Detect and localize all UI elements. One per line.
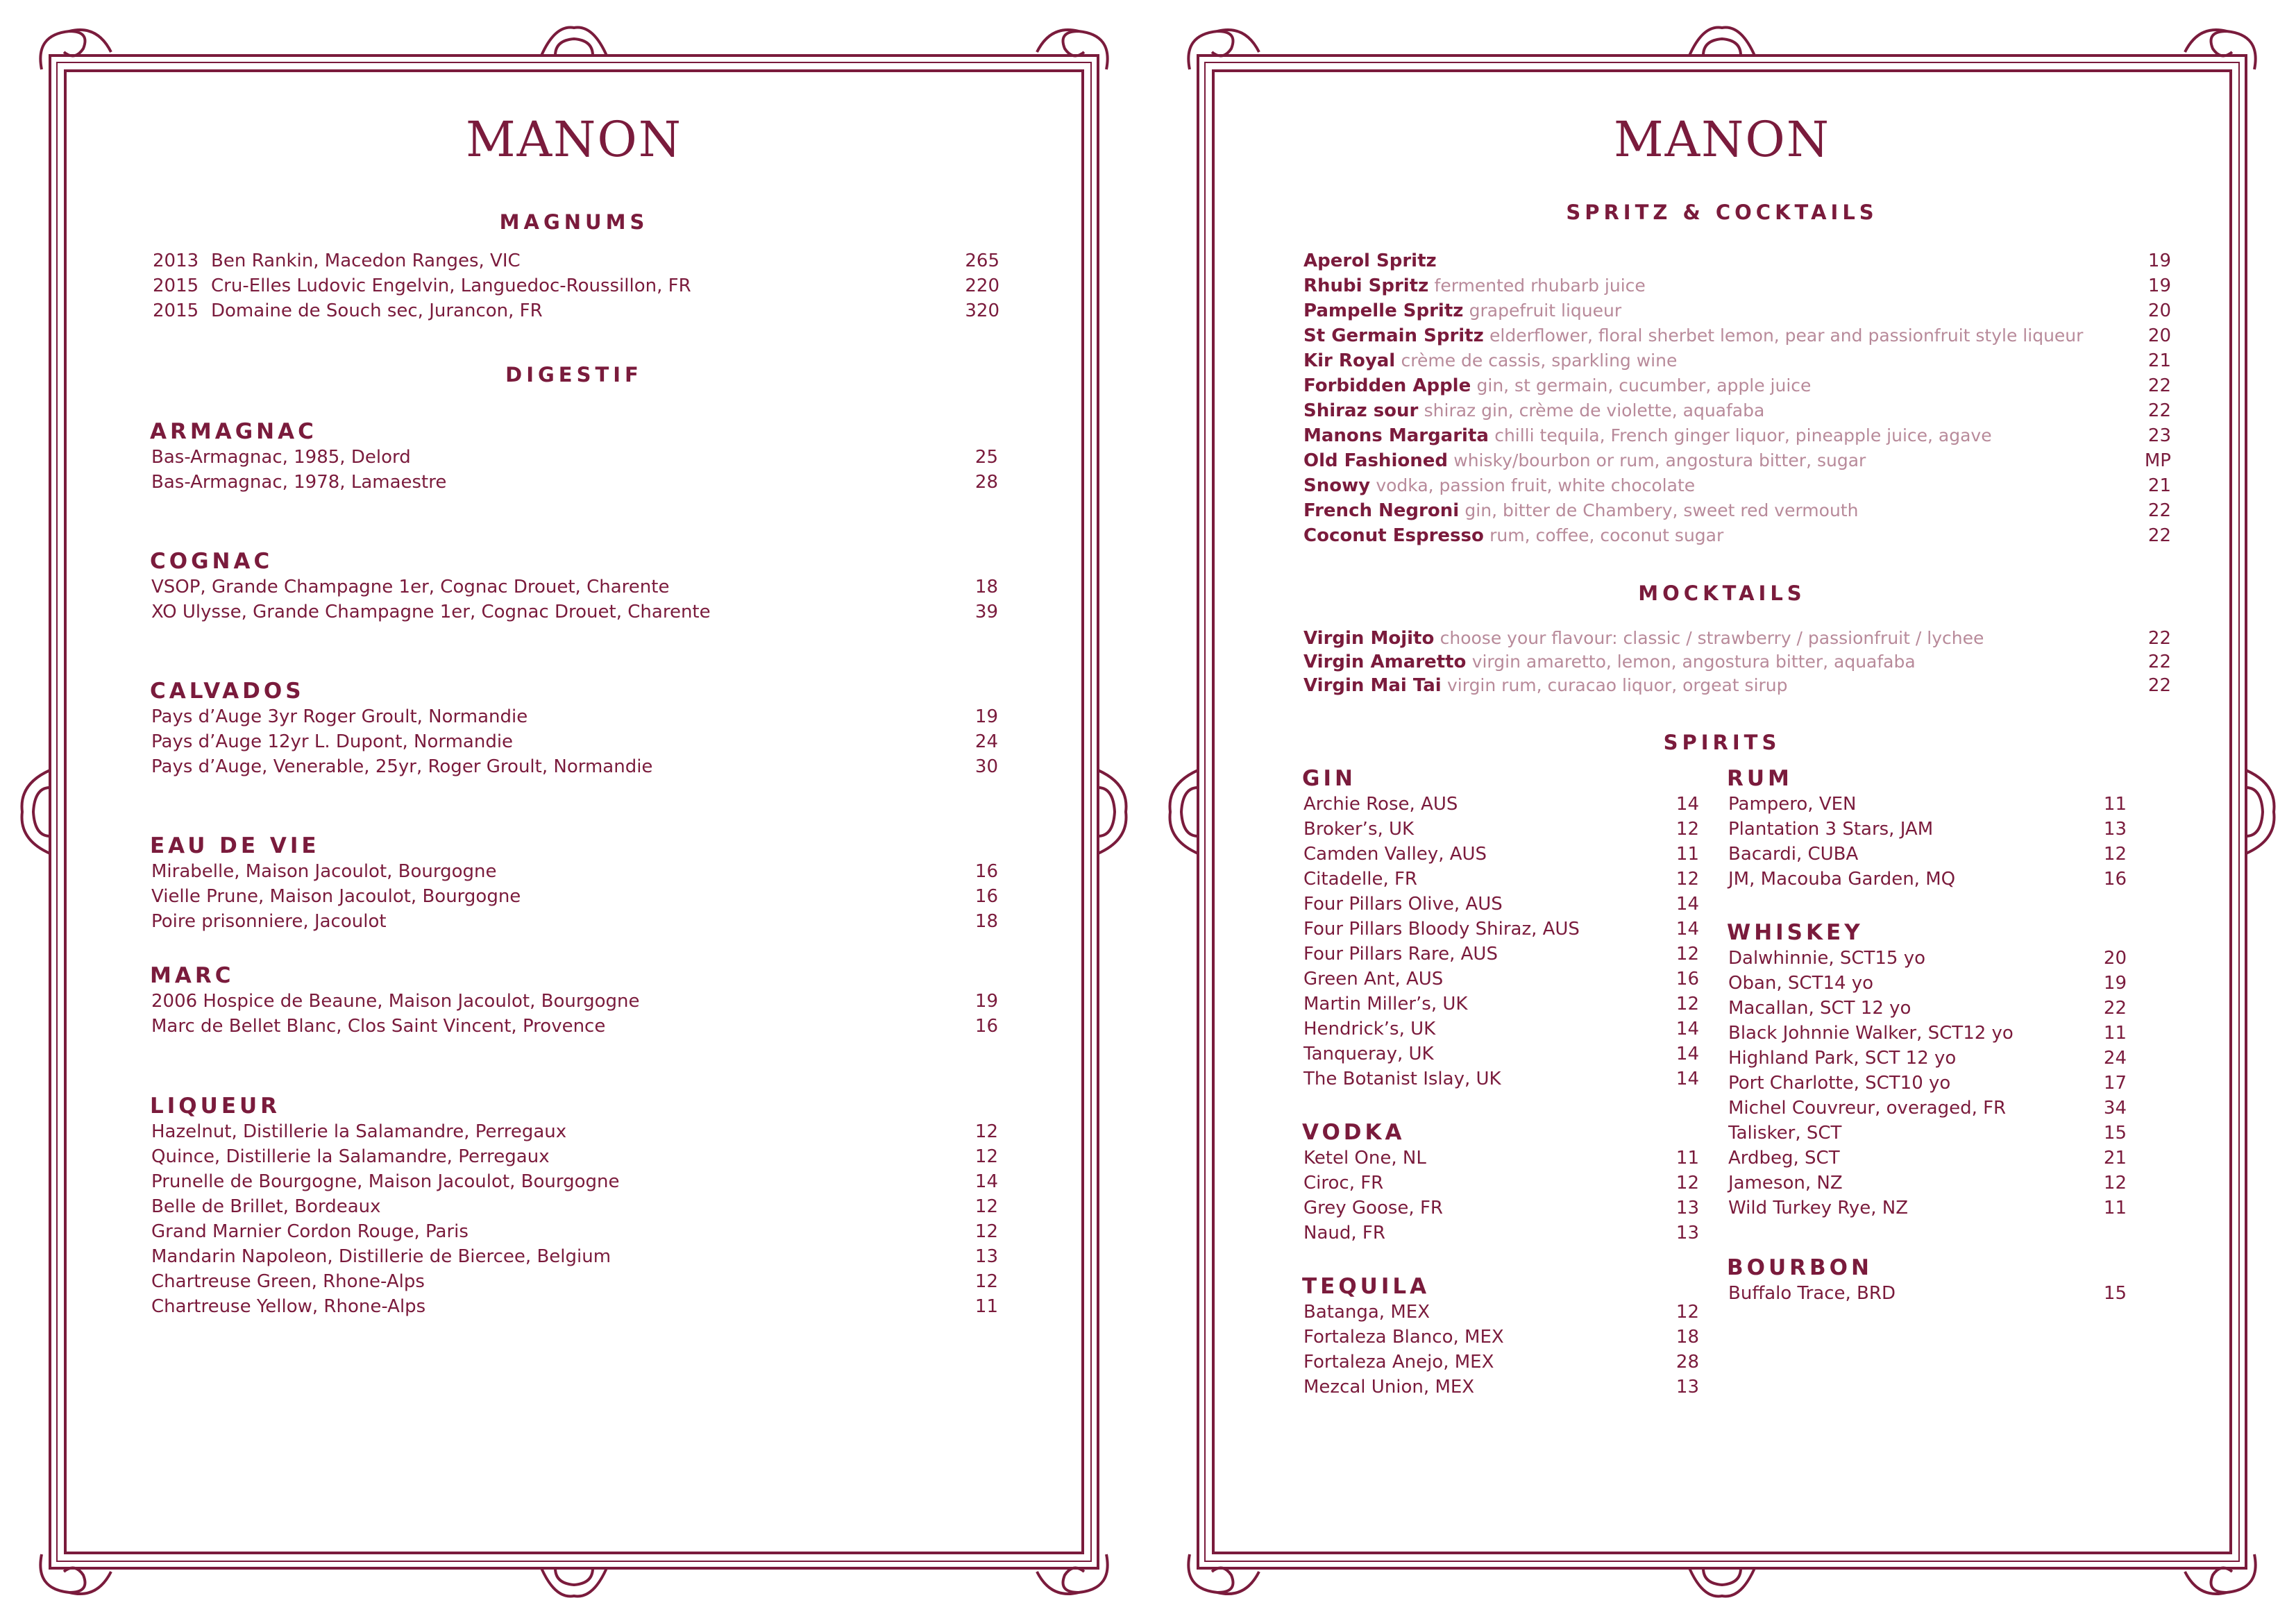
- list-item: 2006 Hospice de Beaune, Maison Jacoulot, Bourgogne 19: [151, 991, 998, 1012]
- list-item: VSOP, Grande Champagne 1er, Cognac Drouet, Charente 18: [151, 577, 998, 597]
- category-title-marc: MARC: [150, 963, 235, 988]
- list-item: Fortaleza Blanco, MEX 18: [1303, 1327, 1699, 1348]
- list-item: Four Pillars Olive, AUS 14: [1303, 894, 1699, 915]
- list-item: Buffalo Trace, BRD 15: [1728, 1283, 2127, 1304]
- list-item: Highland Park, SCT 12 yo 24: [1728, 1048, 2127, 1069]
- category-title-whiskey: WHISKEY: [1727, 920, 1864, 945]
- list-item: Wild Turkey Rye, NZ 11: [1728, 1198, 2127, 1218]
- category-title-armagnac: ARMAGNAC: [150, 419, 317, 444]
- list-item: Ardbeg, SCT 21: [1728, 1148, 2127, 1169]
- category-title-vodka: VODKA: [1302, 1120, 1406, 1145]
- list-item: Marc de Bellet Blanc, Clos Saint Vincent, Provence 16: [151, 1016, 998, 1037]
- list-item: French Negroni gin, bitter de Chambery, sweet red vermouth 22: [1303, 500, 2171, 521]
- list-item: Archie Rose, AUS 14: [1303, 794, 1699, 815]
- list-item: Hazelnut, Distillerie la Salamandre, Perregaux 12: [151, 1121, 998, 1142]
- list-item: Poire prisonniere, Jacoulot 18: [151, 911, 998, 932]
- list-item: Manons Margarita chilli tequila, French ginger liquor, pineapple juice, agave 23: [1303, 425, 2171, 446]
- list-item: Green Ant, AUS 16: [1303, 969, 1699, 989]
- list-item: Macallan, SCT 12 yo 22: [1728, 998, 2127, 1019]
- category-title-tequila: TEQUILA: [1302, 1274, 1430, 1299]
- list-item: Virgin Amaretto virgin amaretto, lemon, angostura bitter, aquafaba 22: [1303, 652, 2171, 672]
- list-item: Port Charlotte, SCT10 yo 17: [1728, 1073, 2127, 1094]
- list-item: Aperol Spritz 19: [1303, 250, 2171, 271]
- list-item: XO Ulysse, Grande Champagne 1er, Cognac Drouet, Charente 39: [151, 602, 998, 622]
- brand-logo-right: MANON: [1613, 111, 1831, 168]
- list-item: Batanga, MEX 12: [1303, 1302, 1699, 1323]
- list-item: Old Fashioned whisky/bourbon or rum, angostura bitter, sugar MP: [1303, 450, 2171, 471]
- list-item: Forbidden Apple gin, st germain, cucumber, apple juice 22: [1303, 375, 2171, 396]
- list-item: Pampero, VEN 11: [1728, 794, 2127, 815]
- list-item: 2015 Cru-Elles Ludovic Engelvin, Languedoc-Roussillon, FR 220: [153, 275, 999, 296]
- list-item: Broker’s, UK 12: [1303, 819, 1699, 840]
- list-item: Fortaleza Anejo, MEX 28: [1303, 1352, 1699, 1373]
- section-title-mocktails: MOCKTAILS: [1638, 581, 1806, 605]
- list-item: Hendrick’s, UK 14: [1303, 1019, 1699, 1039]
- list-item: Chartreuse Yellow, Rhone-Alps 11: [151, 1296, 998, 1317]
- list-item: Pays d’Auge 3yr Roger Groult, Normandie 19: [151, 706, 998, 727]
- list-item: Four Pillars Rare, AUS 12: [1303, 944, 1699, 965]
- list-item: Virgin Mojito choose your flavour: classic / strawberry / passionfruit / lychee 22: [1303, 628, 2171, 649]
- list-item: Rhubi Spritz fermented rhubarb juice 19: [1303, 275, 2171, 296]
- list-item: Virgin Mai Tai virgin rum, curacao liquor, orgeat sirup 22: [1303, 675, 2171, 696]
- list-item: Tanqueray, UK 14: [1303, 1044, 1699, 1064]
- list-item: Coconut Espresso rum, coffee, coconut sugar 22: [1303, 525, 2171, 546]
- list-item: Black Johnnie Walker, SCT12 yo 11: [1728, 1023, 2127, 1044]
- menu-page-right: [1148, 0, 2296, 1623]
- list-item: Camden Valley, AUS 11: [1303, 844, 1699, 865]
- list-item: Ketel One, NL 11: [1303, 1148, 1699, 1169]
- category-title-eau-de-vie: EAU DE VIE: [150, 833, 320, 858]
- category-title-rum: RUM: [1727, 766, 1793, 791]
- category-title-gin: GIN: [1302, 766, 1356, 791]
- list-item: Ciroc, FR 12: [1303, 1173, 1699, 1193]
- list-item: 2015 Domaine de Souch sec, Jurancon, FR 320: [153, 300, 999, 321]
- list-item: JM, Macouba Garden, MQ 16: [1728, 869, 2127, 890]
- list-item: Belle de Brillet, Bordeaux 12: [151, 1196, 998, 1217]
- category-title-bourbon: BOURBON: [1727, 1255, 1873, 1280]
- section-title-spirits: SPIRITS: [1663, 731, 1781, 754]
- list-item: Prunelle de Bourgogne, Maison Jacoulot, Bourgogne 14: [151, 1171, 998, 1192]
- list-item: The Botanist Islay, UK 14: [1303, 1069, 1699, 1089]
- list-item: Plantation 3 Stars, JAM 13: [1728, 819, 2127, 840]
- list-item: Citadelle, FR 12: [1303, 869, 1699, 890]
- list-item: Mezcal Union, MEX 13: [1303, 1377, 1699, 1397]
- list-item: Pays d’Auge 12yr L. Dupont, Normandie 24: [151, 731, 998, 752]
- list-item: Four Pillars Bloody Shiraz, AUS 14: [1303, 919, 1699, 940]
- category-title-liqueur: LIQUEUR: [150, 1094, 281, 1119]
- list-item: Bas-Armagnac, 1978, Lamaestre 28: [151, 472, 998, 493]
- section-title-digestif: DIGESTIF: [505, 363, 643, 386]
- list-item: Talisker, SCT 15: [1728, 1123, 2127, 1144]
- list-item: Naud, FR 13: [1303, 1223, 1699, 1243]
- list-item: 2013 Ben Rankin, Macedon Ranges, VIC 265: [153, 250, 999, 271]
- list-item: Michel Couvreur, overaged, FR 34: [1728, 1098, 2127, 1119]
- section-title-cocktails: SPRITZ & COCKTAILS: [1566, 201, 1878, 224]
- list-item: Pays d’Auge, Venerable, 25yr, Roger Groult, Normandie 30: [151, 756, 998, 777]
- list-item: Oban, SCT14 yo 19: [1728, 973, 2127, 994]
- category-title-calvados: CALVADOS: [150, 679, 305, 704]
- list-item: Jameson, NZ 12: [1728, 1173, 2127, 1193]
- list-item: Snowy vodka, passion fruit, white chocolate 21: [1303, 475, 2171, 496]
- list-item: Martin Miller’s, UK 12: [1303, 994, 1699, 1014]
- list-item: Grey Goose, FR 13: [1303, 1198, 1699, 1218]
- list-item: Shiraz sour shiraz gin, crème de violette, aquafaba 22: [1303, 400, 2171, 421]
- brand-logo-left: MANON: [465, 111, 683, 168]
- list-item: Vielle Prune, Maison Jacoulot, Bourgogne 16: [151, 886, 998, 907]
- list-item: Kir Royal crème de cassis, sparkling wine 21: [1303, 350, 2171, 371]
- list-item: Quince, Distillerie la Salamandre, Perregaux 12: [151, 1146, 998, 1167]
- category-title-cognac: COGNAC: [150, 549, 273, 574]
- list-item: Chartreuse Green, Rhone-Alps 12: [151, 1271, 998, 1292]
- list-item: Mandarin Napoleon, Distillerie de Biercee, Belgium 13: [151, 1246, 998, 1267]
- list-item: St Germain Spritz elderflower, floral sherbet lemon, pear and passionfruit style liqueur 20: [1303, 325, 2171, 346]
- section-title-magnums: MAGNUMS: [499, 210, 649, 234]
- list-item: Grand Marnier Cordon Rouge, Paris 12: [151, 1221, 998, 1242]
- list-item: Bacardi, CUBA 12: [1728, 844, 2127, 865]
- list-item: Bas-Armagnac, 1985, Delord 25: [151, 447, 998, 468]
- list-item: Pampelle Spritz grapefruit liqueur 20: [1303, 300, 2171, 321]
- list-item: Mirabelle, Maison Jacoulot, Bourgogne 16: [151, 861, 998, 882]
- list-item: Dalwhinnie, SCT15 yo 20: [1728, 948, 2127, 969]
